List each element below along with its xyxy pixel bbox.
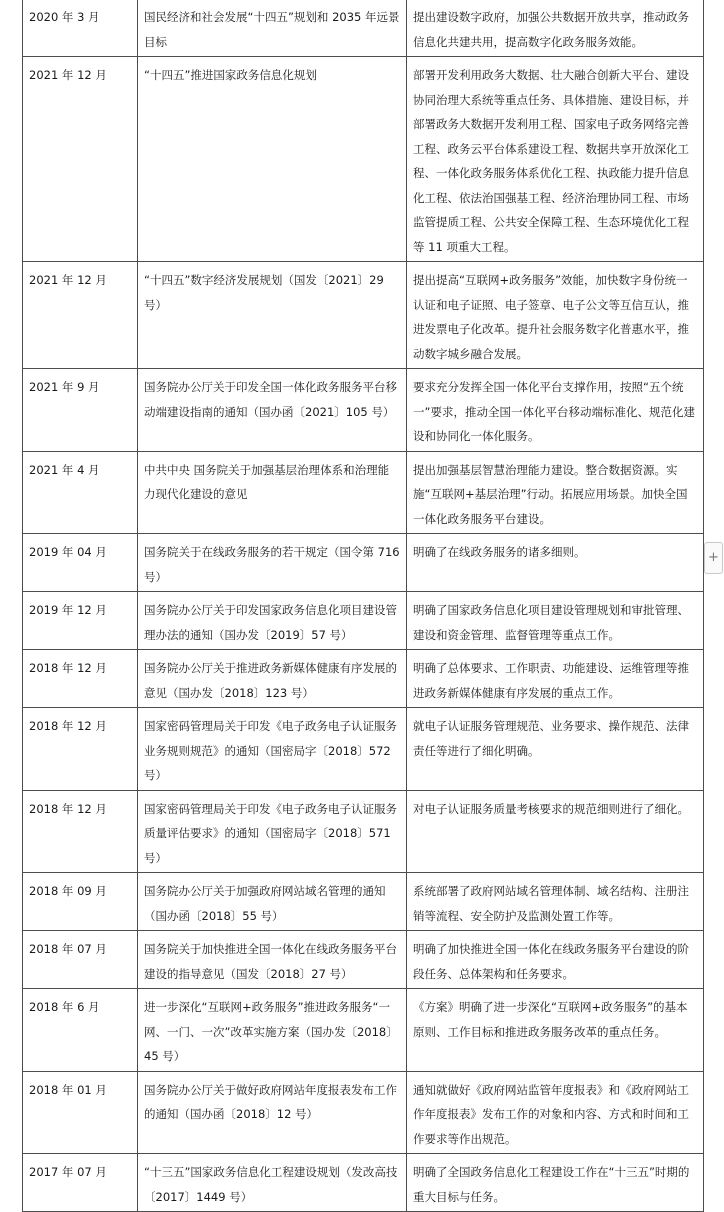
table-row	[23, 534, 704, 592]
requirement-cell: 部署开发利用政务大数据、壮大融合创新大平台、建设协同治理大系统等重点任务、具体措施、建设目标，并部署政务大数据开发利用工程、国家电子政务网络完善工程、政务云平台体系建设工程、数据共享开放深化工程、一体化政务服务体系优化工程、执政能力提升信息化工程、依法治国强基工程、经济治理协同工程、市场监管提质工程、公共安全保障工程、生态环境优化工程等 11 项重大工程。	[407, 57, 704, 262]
requirement-cell: 明确了加快推进全国一体化在线政务服务平台建设的阶段任务、总体架构和任务要求。	[407, 931, 704, 989]
document-cell: “十三五”国家政务信息化工程建设规划（发改高技〔2017〕1449 号）	[138, 1154, 407, 1212]
requirement-cell: 明确了国家政务信息化项目建设管理规划和审批管理、建设和资金管理、监督管理等重点工作。	[407, 592, 704, 650]
policy-table-body	[23, 0, 704, 1212]
document-cell: 进一步深化“互联网+政务服务”推进政务服务“一网、一门、一次”改革实施方案（国办发〔2018〕45 号）	[138, 989, 407, 1072]
requirement-cell: 提出建设数字政府，加强公共数据开放共享，推动政务信息化共建共用，提高数字化政务服务效能。	[407, 0, 704, 57]
document-cell: 国务院关于在线政务服务的若干规定（国令第 716 号）	[138, 534, 407, 592]
date-cell: 2018 年 07 月	[23, 931, 138, 989]
document-cell: 国务院办公厅关于做好政府网站年度报表发布工作的通知（国办函〔2018〕12 号）	[138, 1071, 407, 1154]
requirement-cell: 《方案》明确了进一步深化“互联网+政务服务”的基本原则、工作目标和推进政务服务改革的重点任务。	[407, 989, 704, 1072]
expand-button[interactable]: +	[704, 542, 723, 574]
requirement-cell: 明确了在线政务服务的诸多细则。	[407, 534, 704, 592]
table-row	[23, 1071, 704, 1154]
requirement-cell: 明确了总体要求、工作职责、功能建设、运维管理等推进政务新媒体健康有序发展的重点工作。	[407, 650, 704, 708]
date-cell: 2021 年 12 月	[23, 262, 138, 369]
date-cell: 2021 年 12 月	[23, 57, 138, 262]
requirement-cell: 明确了全国政务信息化工程建设工作在“十三五”时期的重大目标与任务。	[407, 1154, 704, 1212]
policy-table	[22, 0, 704, 1212]
table-row	[23, 931, 704, 989]
table-row	[23, 989, 704, 1072]
date-cell: 2017 年 07 月	[23, 1154, 138, 1212]
document-cell: 国务院关于加快推进全国一体化在线政务服务平台建设的指导意见（国发〔2018〕27 号）	[138, 931, 407, 989]
document-cell: 国务院办公厅关于印发国家政务信息化项目建设管理办法的通知（国办发〔2019〕57 号）	[138, 592, 407, 650]
table-row	[23, 262, 704, 369]
document-cell: 国务院办公厅关于推进政务新媒体健康有序发展的意见（国办发〔2018〕123 号）	[138, 650, 407, 708]
requirement-cell: 系统部署了政府网站域名管理体制、域名结构、注册注销等流程、安全防护及监测处置工作等。	[407, 873, 704, 931]
date-cell: 2018 年 01 月	[23, 1071, 138, 1154]
table-row	[23, 451, 704, 534]
document-cell: “十四五”数字经济发展规划（国发〔2021〕29 号）	[138, 262, 407, 369]
document-cell: 国家密码管理局关于印发《电子政务电子认证服务质量评估要求》的通知（国密局字〔2018〕571 号）	[138, 790, 407, 873]
date-cell: 2018 年 12 月	[23, 650, 138, 708]
date-cell: 2018 年 12 月	[23, 708, 138, 791]
requirement-cell: 提出加强基层智慧治理能力建设。整合数据资源。实施“互联网+基层治理”行动。拓展应用场景。加快全国一体化政务服务平台建设。	[407, 451, 704, 534]
date-cell: 2021 年 9 月	[23, 369, 138, 452]
document-cell: “十四五”推进国家政务信息化规划	[138, 57, 407, 262]
requirement-cell: 要求充分发挥全国一体化平台支撑作用，按照“五个统一”要求，推动全国一体化平台移动端标准化、规范化建设和协同化一体化服务。	[407, 369, 704, 452]
table-row	[23, 369, 704, 452]
requirement-cell: 就电子认证服务管理规范、业务要求、操作规范、法律责任等进行了细化明确。	[407, 708, 704, 791]
table-row	[23, 650, 704, 708]
document-cell: 国务院办公厅关于加强政府网站域名管理的通知（国办函〔2018〕55 号）	[138, 873, 407, 931]
table-row	[23, 0, 704, 57]
document-cell: 国务院办公厅关于印发全国一体化政务服务平台移动端建设指南的通知（国办函〔2021〕105 号）	[138, 369, 407, 452]
table-row	[23, 873, 704, 931]
requirement-cell: 对电子认证服务质量考核要求的规范细则进行了细化。	[407, 790, 704, 873]
date-cell: 2020 年 3 月	[23, 0, 138, 57]
date-cell: 2019 年 04 月	[23, 534, 138, 592]
table-row	[23, 708, 704, 791]
document-cell: 国家密码管理局关于印发《电子政务电子认证服务业务规则规范》的通知（国密局字〔2018〕572 号）	[138, 708, 407, 791]
date-cell: 2021 年 4 月	[23, 451, 138, 534]
requirement-cell: 提出提高“互联网+政务服务”效能，加快数字身份统一认证和电子证照、电子签章、电子公文等互信互认，推进发票电子化改革。提升社会服务数字化普惠水平，推动数字城乡融合发展。	[407, 262, 704, 369]
date-cell: 2019 年 12 月	[23, 592, 138, 650]
table-row	[23, 1154, 704, 1212]
table-row	[23, 592, 704, 650]
document-cell: 中共中央 国务院关于加强基层治理体系和治理能力现代化建设的意见	[138, 451, 407, 534]
table-row	[23, 57, 704, 262]
document-cell: 国民经济和社会发展“十四五”规划和 2035 年远景目标	[138, 0, 407, 57]
requirement-cell: 通知就做好《政府网站监管年度报表》和《政府网站工作年度报表》发布工作的对象和内容、方式和时间和工作要求等作出规范。	[407, 1071, 704, 1154]
table-row	[23, 790, 704, 873]
date-cell: 2018 年 6 月	[23, 989, 138, 1072]
date-cell: 2018 年 09 月	[23, 873, 138, 931]
date-cell: 2018 年 12 月	[23, 790, 138, 873]
